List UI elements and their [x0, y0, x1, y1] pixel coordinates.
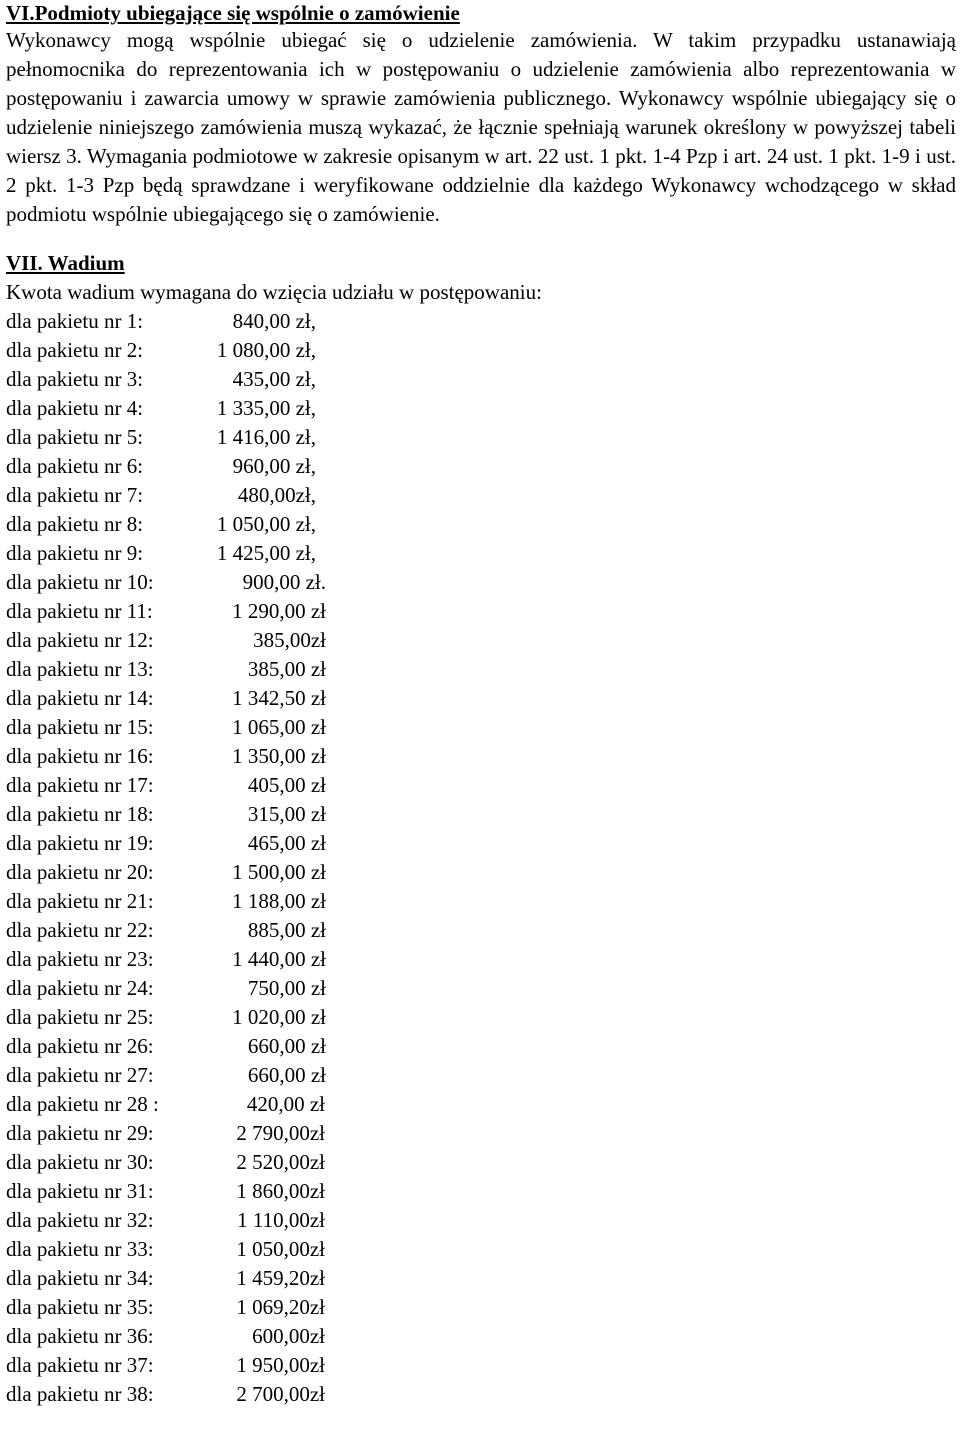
package-amount: 435,00 zł,: [232, 367, 316, 391]
wadium-row: [6, 1177, 956, 1206]
package-amount: 385,00zł: [253, 628, 326, 652]
package-amount: 1 188,00 zł: [232, 889, 326, 913]
package-label: dla pakietu nr 9:: [6, 541, 144, 565]
package-label: dla pakietu nr 17:: [6, 773, 154, 797]
package-label: dla pakietu nr 37:: [6, 1353, 154, 1377]
package-amount: 1 069,20zł: [236, 1295, 325, 1319]
package-amount: 1 350,00 zł: [232, 744, 326, 768]
wadium-row: [6, 1148, 956, 1177]
section-6-heading: [6, 0, 956, 26]
wadium-row: [6, 423, 956, 452]
package-label: dla pakietu nr 25:: [6, 1005, 154, 1029]
package-label: dla pakietu nr 29:: [6, 1121, 154, 1145]
document-page: [6, 0, 956, 1409]
package-amount: 885,00 zł: [247, 918, 326, 942]
package-label: dla pakietu nr 33:: [6, 1237, 154, 1261]
wadium-row: [6, 1380, 956, 1409]
wadium-row: [6, 916, 956, 945]
wadium-row: [6, 1119, 956, 1148]
wadium-row: [6, 945, 956, 974]
package-label: dla pakietu nr 14:: [6, 686, 154, 710]
wadium-row: [6, 1090, 956, 1119]
wadium-row: [6, 481, 956, 510]
package-amount: 840,00 zł,: [232, 309, 316, 333]
package-amount: 750,00 zł: [247, 976, 326, 1000]
package-label: dla pakietu nr 2:: [6, 338, 144, 362]
wadium-row: [6, 1235, 956, 1264]
package-amount: 385,00 zł: [247, 657, 326, 681]
package-label: dla pakietu nr 31:: [6, 1179, 154, 1203]
package-label: dla pakietu nr 15:: [6, 715, 154, 739]
section-7-title: VII. Wadium: [6, 251, 125, 275]
wadium-row: [6, 771, 956, 800]
package-label: dla pakietu nr 1:: [6, 309, 144, 333]
paragraph-spacer: [6, 229, 956, 249]
package-amount: 1 416,00 zł,: [216, 425, 316, 449]
package-label: dla pakietu nr 24:: [6, 976, 154, 1000]
package-amount: 1 440,00 zł: [232, 947, 326, 971]
package-amount: 1 290,00 zł: [232, 599, 326, 623]
package-label: dla pakietu nr 10:: [6, 570, 154, 594]
package-label: dla pakietu nr 11:: [6, 599, 153, 623]
wadium-row: [6, 742, 956, 771]
package-label: dla pakietu nr 32:: [6, 1208, 154, 1232]
package-amount: 1 425,00 zł,: [216, 541, 316, 565]
package-amount: 600,00zł: [252, 1324, 325, 1348]
section-6-paragraph: Wykonawcy mogą wspólnie ubiegać się o udzielenie zamówienia. W takim przypadku ustanawiają pełnomocnika do reprezentowania ich w postępowaniu o udzielenie zamówienia albo reprezentowania w postępowaniu i zawarcia umowy w sprawie zamówienia publicznego. Wykonawcy wspólnie ubiegający się o udzielenie niniejszego zamówienia muszą wykazać, że łącznie spełniają warunek określony w powyższej tabeli wiersz 3. Wymagania podmiotowe w zakresie opisanym w art. 22 ust. 1 pkt. 1-4 Pzp i art. 24 ust. 1 pkt. 1-9 i ust. 2 pkt. 1-3 Pzp będą sprawdzane i weryfikowane oddzielnie dla każdego Wykonawcy wchodzącego w skład podmiotu wspólnie ubiegającego się o zamówienie.: [6, 28, 956, 226]
package-amount: 900,00 zł.: [242, 570, 326, 594]
package-amount: 1 110,00zł: [237, 1208, 325, 1232]
package-amount: 2 520,00zł: [236, 1150, 325, 1174]
package-label: dla pakietu nr 35:: [6, 1295, 154, 1319]
package-amount: 2 700,00zł: [236, 1382, 325, 1406]
package-label: dla pakietu nr 21:: [6, 889, 154, 913]
package-label: dla pakietu nr 19:: [6, 831, 154, 855]
wadium-row: [6, 800, 956, 829]
section-7-heading: [6, 249, 956, 278]
package-amount: 1 335,00 zł,: [216, 396, 316, 420]
package-label: dla pakietu nr 12:: [6, 628, 154, 652]
package-amount: 1 459,20zł: [236, 1266, 325, 1290]
package-amount: 465,00 zł: [247, 831, 326, 855]
package-label: dla pakietu nr 7:: [6, 483, 144, 507]
wadium-row: [6, 365, 956, 394]
wadium-row: [6, 1032, 956, 1061]
wadium-row: [6, 684, 956, 713]
wadium-row: [6, 713, 956, 742]
package-amount: 1 860,00zł: [236, 1179, 325, 1203]
package-amount: 1 065,00 zł: [232, 715, 326, 739]
wadium-row: [6, 510, 956, 539]
wadium-row: [6, 568, 956, 597]
package-label: dla pakietu nr 28 :: [6, 1092, 159, 1116]
package-label: dla pakietu nr 5:: [6, 425, 144, 449]
wadium-row: [6, 307, 956, 336]
package-amount: 1 020,00 zł: [232, 1005, 326, 1029]
wadium-row: [6, 597, 956, 626]
wadium-row: [6, 887, 956, 916]
wadium-row: [6, 858, 956, 887]
package-amount: 315,00 zł: [247, 802, 326, 826]
package-label: dla pakietu nr 16:: [6, 744, 154, 768]
package-amount: 405,00 zł: [247, 773, 326, 797]
wadium-row: [6, 1293, 956, 1322]
wadium-row: [6, 394, 956, 423]
wadium-row: [6, 626, 956, 655]
package-amount: 1 080,00 zł,: [216, 338, 316, 362]
wadium-list: [6, 307, 956, 1409]
package-amount: 1 342,50 zł: [232, 686, 326, 710]
wadium-row: [6, 1264, 956, 1293]
wadium-row: [6, 539, 956, 568]
wadium-row: [6, 974, 956, 1003]
package-label: dla pakietu nr 4:: [6, 396, 144, 420]
package-label: dla pakietu nr 22:: [6, 918, 154, 942]
package-label: dla pakietu nr 34:: [6, 1266, 154, 1290]
package-amount: 660,00 zł: [247, 1063, 326, 1087]
package-label: dla pakietu nr 23:: [6, 947, 154, 971]
package-label: dla pakietu nr 3:: [6, 367, 144, 391]
package-amount: 420,00 zł: [246, 1092, 325, 1116]
wadium-row: [6, 1206, 956, 1235]
wadium-row: [6, 336, 956, 365]
package-label: dla pakietu nr 38:: [6, 1382, 154, 1406]
wadium-row: [6, 1351, 956, 1380]
package-label: dla pakietu nr 27:: [6, 1063, 154, 1087]
section-6-title: VI.Podmioty ubiegające się wspólnie o zamówienie: [6, 1, 460, 25]
wadium-row: [6, 1322, 956, 1351]
package-amount: 660,00 zł: [247, 1034, 326, 1058]
package-label: dla pakietu nr 30:: [6, 1150, 154, 1174]
package-amount: 480,00zł,: [237, 483, 316, 507]
wadium-row: [6, 655, 956, 684]
package-amount: 2 790,00zł: [236, 1121, 325, 1145]
wadium-row: [6, 829, 956, 858]
package-amount: 1 050,00 zł,: [216, 512, 316, 536]
package-label: dla pakietu nr 26:: [6, 1034, 154, 1058]
package-label: dla pakietu nr 20:: [6, 860, 154, 884]
package-amount: 1 950,00zł: [236, 1353, 325, 1377]
package-label: dla pakietu nr 36:: [6, 1324, 154, 1348]
wadium-row: [6, 1061, 956, 1090]
package-amount: 1 500,00 zł: [232, 860, 326, 884]
package-label: dla pakietu nr 18:: [6, 802, 154, 826]
wadium-intro: Kwota wadium wymagana do wzięcia udziału w postępowaniu:: [6, 280, 542, 304]
wadium-row: [6, 1003, 956, 1032]
package-label: dla pakietu nr 13:: [6, 657, 154, 681]
package-label: dla pakietu nr 8:: [6, 512, 144, 536]
package-label: dla pakietu nr 6:: [6, 454, 144, 478]
package-amount: 1 050,00zł: [236, 1237, 325, 1261]
package-amount: 960,00 zł,: [232, 454, 316, 478]
wadium-row: [6, 452, 956, 481]
